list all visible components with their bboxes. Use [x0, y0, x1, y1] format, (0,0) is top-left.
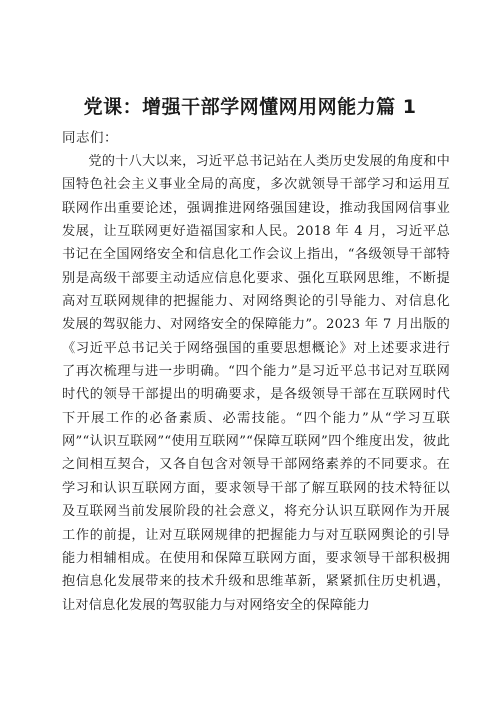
document-title: 党课：增强干部学网懂网用网能力篇 1 [83, 96, 417, 118]
document-body [62, 150, 450, 617]
salutation: 同志们： [62, 130, 118, 146]
body-paragraph: 党的十八大以来，习近平总书记站在人类历史发展的角度和中国特色社会主义事业全局的高度，多次就领导干部学习和运用互联网作出重要论述，强调推进网络强国建设，推动我国网信事业发展，让互联网更好造福国家和人民。2018 年 4 月，习近平总书记在全国网络安全和信息化工作会议上指出，“各级领导干部特别是高级干部要主动适应信息化要求、强化互联网思维，不断提高对互联网规律的把握能力、对网络舆论的引导能力、对信息化发展的驾驭能力、对网络安全的保障能力”。2023 年 7 月出版的《习近平总书记关于网络强国的重要思想概论》对上述要求进行了再次梳理与进一步明确。“四个能力”是习近平总书记对互联网时代的领导干部提出的明确要求，是各级领导干部在互联网时代下开展工作的必备素质、必需技能。“四个能力”从“学习互联网”“认识互联网”“使用互联网”“保障互联网”四个维度出发，彼此之间相互契合，又各自包含对领导干部网络素养的不同要求。在学习和认识互联网方面，要求领导干部了解互联网的技术特征以及互联网当前发展阶段的社会意义，将充分认识互联网作为开展工作的前提，让对互联网规律的把握能力与对互联网舆论的引导能力相辅相成。在使用和保障互联网方面，要求领导干部积极拥抱信息化发展带来的技术升级和思维革新，紧紧抓住历史机遇，让对信息化发展的驾驭能力与对网络安全的保障能力 [62, 154, 450, 613]
